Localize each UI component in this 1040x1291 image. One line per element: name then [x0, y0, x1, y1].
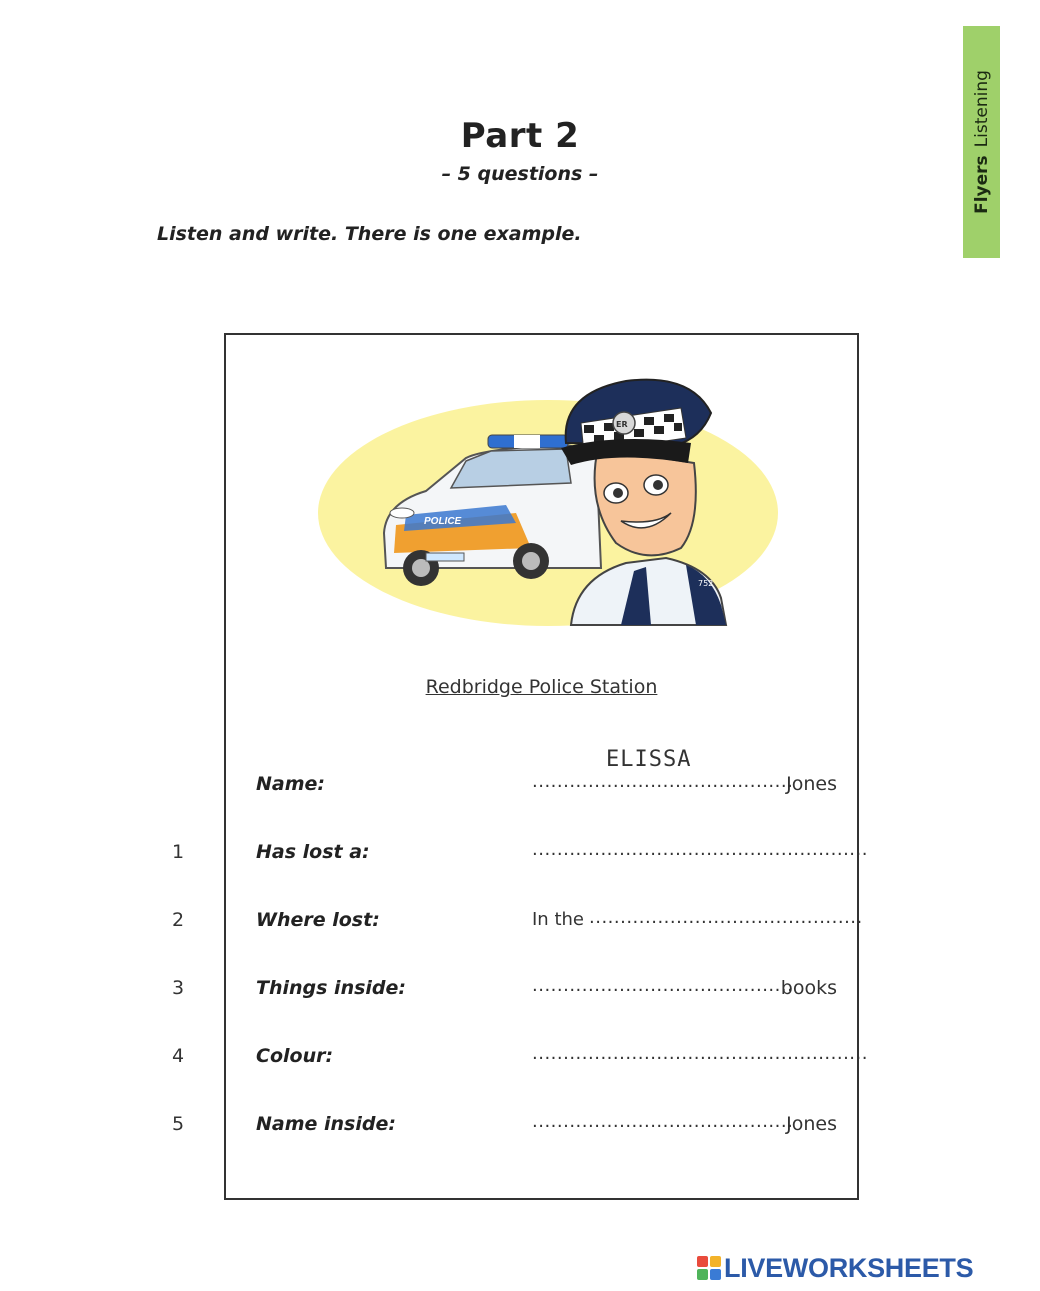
answer-line[interactable]: ..........................................	[532, 771, 794, 792]
row-label: Name inside:	[256, 1113, 396, 1135]
cap-badge-text: ER	[616, 420, 628, 429]
row-label: Has lost a:	[256, 841, 370, 863]
brand-grid-icon	[697, 1256, 721, 1280]
form-row-1	[171, 839, 868, 869]
question-number: 3	[171, 977, 185, 999]
side-tab-level: Flyers	[971, 155, 992, 214]
form-row-name	[226, 747, 857, 801]
brand-text: LIVEWORKSHEETS	[724, 1252, 974, 1283]
question-number: 2	[171, 909, 185, 931]
answer-line[interactable]: ......................................................	[532, 839, 868, 860]
form-box	[171, 333, 868, 1200]
instructions: Listen and write. There is one example.	[157, 223, 582, 245]
row-label: Name:	[256, 773, 326, 795]
example-answer: ELISSA	[606, 747, 692, 772]
row-label: Colour:	[256, 1045, 334, 1067]
question-number: 1	[171, 841, 185, 863]
row-suffix: Jones	[786, 1113, 837, 1135]
row-suffix: books	[780, 977, 837, 999]
page-subtitle: – 5 questions –	[441, 163, 599, 185]
answer-line[interactable]: ..........................................	[532, 975, 794, 996]
question-number: 4	[171, 1045, 185, 1067]
liveworksheets-logo[interactable]	[697, 1253, 973, 1283]
form-row-2	[171, 907, 863, 937]
station-name: Redbridge Police Station	[425, 676, 658, 698]
side-tab-skill: Listening	[971, 70, 992, 148]
form-row-5	[171, 1111, 857, 1141]
row-label: Where lost:	[256, 909, 380, 931]
page-title: Part 2	[460, 116, 580, 156]
shoulder-number: 752	[698, 579, 714, 588]
row-suffix: Jones	[786, 773, 837, 795]
car-police-text: POLICE	[424, 516, 462, 527]
police-illustration	[316, 353, 786, 643]
answer-line[interactable]: ..........................................	[532, 1111, 794, 1132]
answer-line[interactable]: ............................................	[589, 907, 863, 928]
form-row-4	[171, 1043, 868, 1073]
row-label: Things inside:	[256, 977, 406, 999]
answer-line[interactable]: ......................................................	[532, 1043, 868, 1064]
form-row-3	[171, 975, 857, 1005]
row-prefix: In the	[532, 909, 584, 930]
question-number: 5	[171, 1113, 185, 1135]
